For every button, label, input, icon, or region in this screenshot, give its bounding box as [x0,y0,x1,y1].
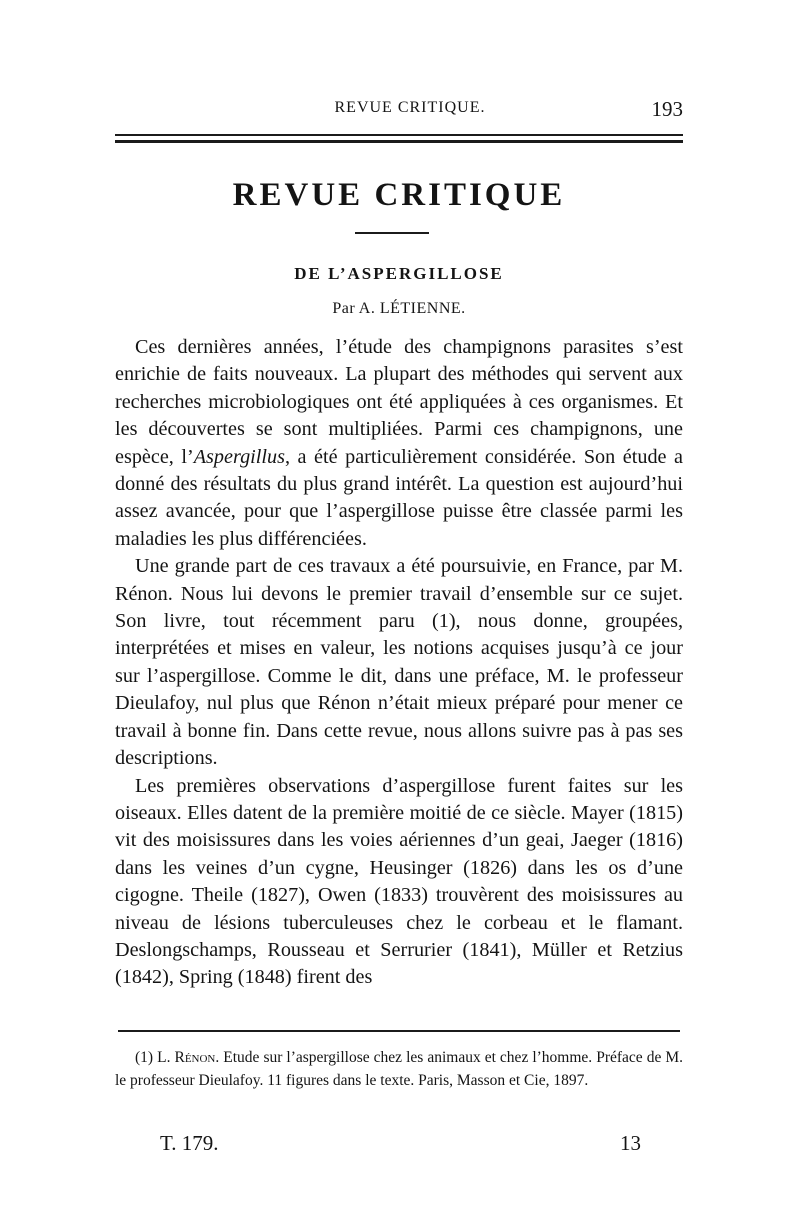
footnote [115,1046,683,1092]
article-author: Par A. LÉTIENNE. [332,300,466,317]
sheet-number: 13 [620,1131,641,1155]
title-divider [355,232,429,234]
footnote-marker: (1) L. [135,1049,171,1066]
header-rule-top [115,134,683,136]
paragraph-1-start: Ces dernières années, l’étude des champignons parasites s’est enrichie de faits nouveaux. La plupart des méthodes qui servent aux recherches microbiologiques ont été appliquées à ces organismes. Et les découvertes se sont multipliées. Parmi ces champignons, une espèce, l’ [115,336,683,468]
page-number: 193 [651,97,683,121]
running-head [115,97,683,121]
footnote-text [115,1046,683,1092]
article-body [115,334,683,992]
paragraph-2: Une grande part de ces travaux a été poursuivie, en France, par M. Rénon. Nous lui devons le premier travail d’ensemble sur ce sujet. Son livre, tout récemment paru (1), nous donne, groupées, interprétées et mises en valeur, les notions acquises jusqu’à ce jour sur l’aspergillose. Comme le dit, dans une préface, M. le professeur Dieulafoy, nul plus que Rénon n’était mieux préparé pour mener ce travail à bonne fin. Dans cette revue, nous allons suivre pas à pas ses descriptions. [115,555,683,770]
article-subject: DE L’ASPERGILLOSE [294,264,504,283]
paragraph-3: Les premières observations d’aspergillose furent faites sur les oiseaux. Elles datent de la première moitié de ce siècle. Mayer (1815) vit des moisissures dans les voies aériennes d’un geai, Jaeger (1816) dans les veines d’un cygne, Heusinger (1826) dans les os d’une cigogne. Theile (1827), Owen (1833) trouvèrent des moisissures au niveau de lésions tuberculeuses chez le corbeau et le flamant. Deslongschamps, Rousseau et Serrurier (1841), Müller et Retzius (1842), Spring (1848) firent des [115,774,683,989]
footnote-rule [118,1030,680,1033]
volume-signature: T. 179. [160,1131,219,1155]
paragraph-1 [115,334,683,553]
article-title: REVUE CRITIQUE [232,177,566,213]
italic-term: Aspergillus [193,445,285,468]
running-title: REVUE CRITIQUE. [334,99,486,116]
footnote-author: Rénon [174,1049,216,1066]
paragraph-1-end: , a été particulièrement considérée. Son étude a donné des résultats du plus grand intérêt. La question est aujourd’hui assez avancée, pour que l’aspergillose puisse être classée parmi les maladies les plus différenciées. [115,445,683,550]
footnote-citation: . Etude sur l’aspergillose chez les animaux et chez l’homme. Préface de M. le professeur Dieulafoy. 11 figures dans le texte. Paris, Masson et Cie, 1897. [115,1049,684,1089]
header-rule-bottom [115,140,683,143]
